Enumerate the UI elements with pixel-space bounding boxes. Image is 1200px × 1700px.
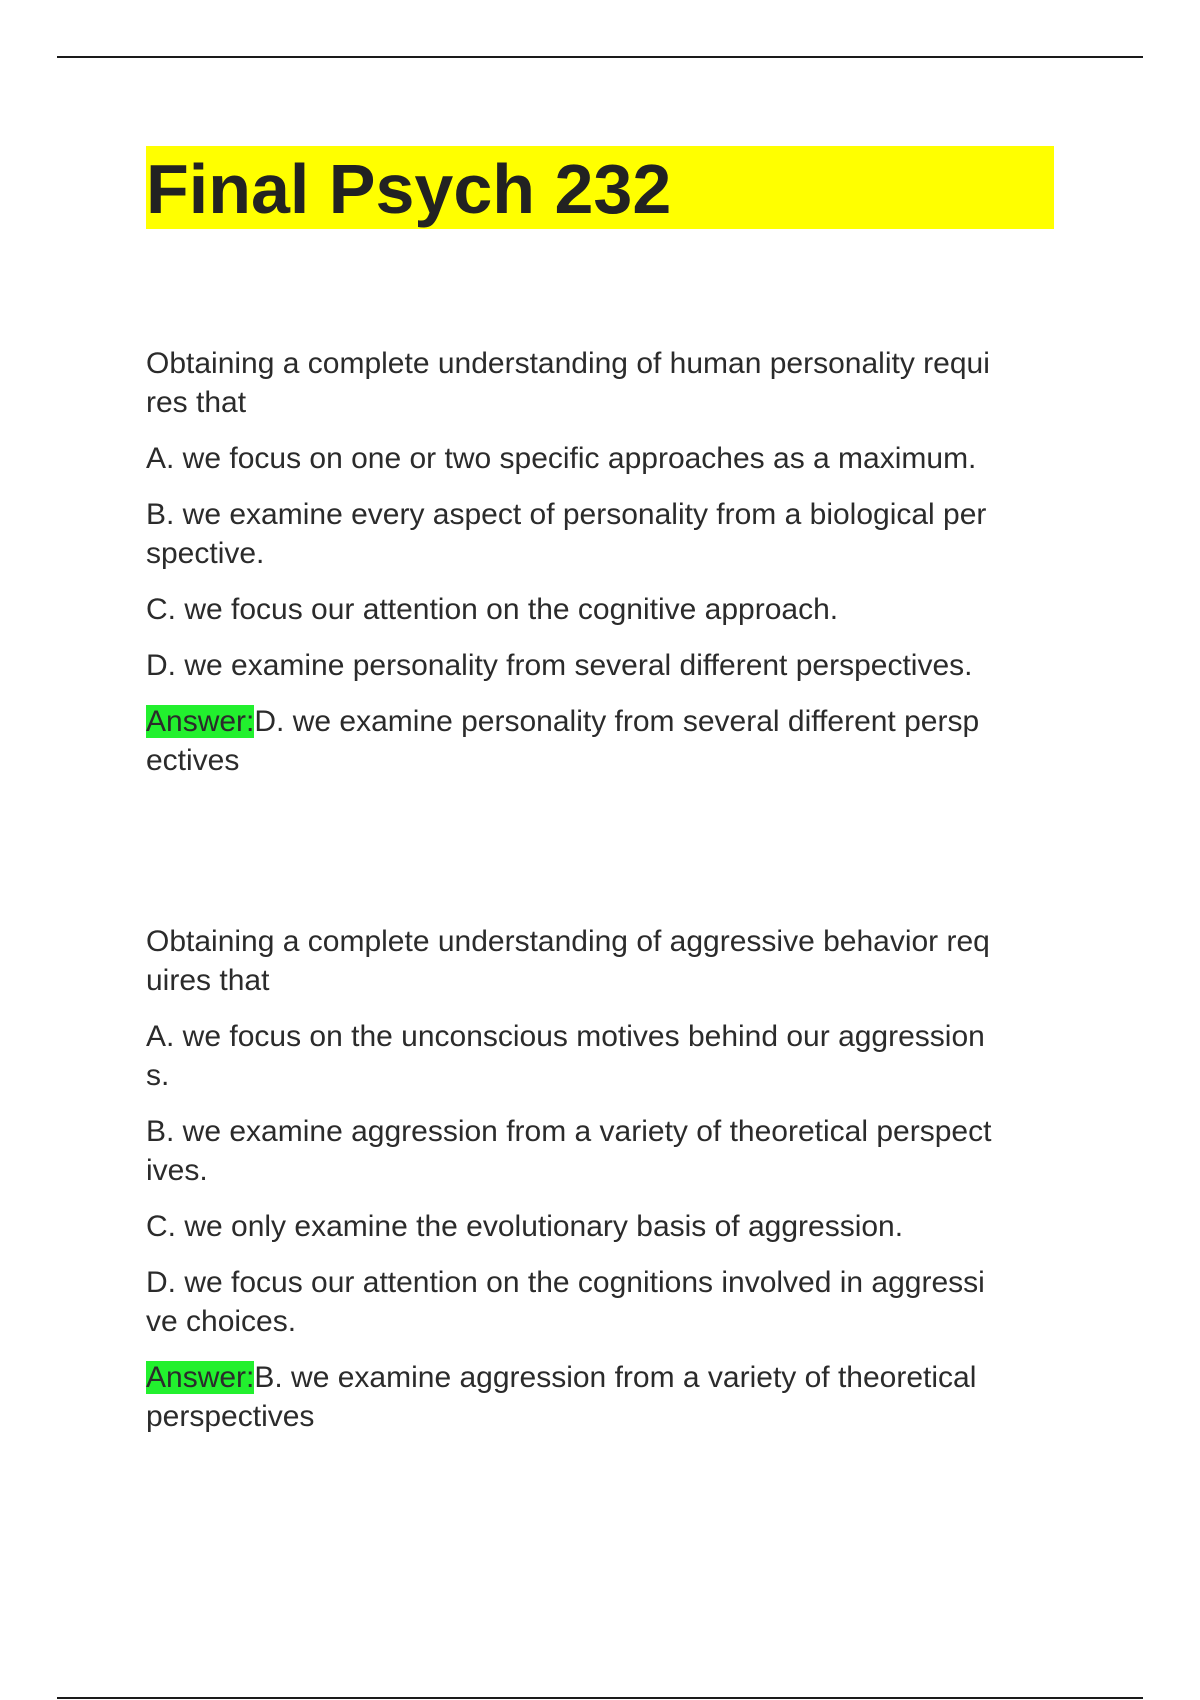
bottom-rule [57,1697,1143,1699]
document-title: Final Psych 232 [146,149,672,228]
option-d: D. we focus our attention on the cognitions involved in aggressi ve choices. [146,1266,985,1338]
answer-text: D. we examine personality from several different persp ectives [146,705,980,777]
option-c: C. we focus our attention on the cognitive approach. [146,593,839,626]
answer-line [146,702,1056,780]
question-prompt: Obtaining a complete understanding of human personality requi res that [146,347,990,419]
question-block-2 [146,922,1056,1436]
option-b: B. we examine aggression from a variety of theoretical perspect ives. [146,1115,992,1187]
answer-text: B. we examine aggression from a variety of theoretical perspectives [146,1361,977,1433]
document-body [146,146,1056,1436]
answer-label: Answer: [146,705,255,738]
answer-line [146,1358,1056,1436]
question-prompt: Obtaining a complete understanding of aggressive behavior req uires that [146,925,990,997]
question-block-1 [146,344,1056,780]
option-a: A. we focus on the unconscious motives behind our aggression s. [146,1020,985,1092]
title-highlight [146,146,1054,229]
option-b: B. we examine every aspect of personality from a biological per spective. [146,498,987,570]
top-rule [57,56,1143,58]
option-d: D. we examine personality from several different perspectives. [146,649,973,682]
answer-label: Answer: [146,1361,255,1394]
option-a: A. we focus on one or two specific approaches as a maximum. [146,442,977,475]
option-c: C. we only examine the evolutionary basis of aggression. [146,1210,904,1243]
